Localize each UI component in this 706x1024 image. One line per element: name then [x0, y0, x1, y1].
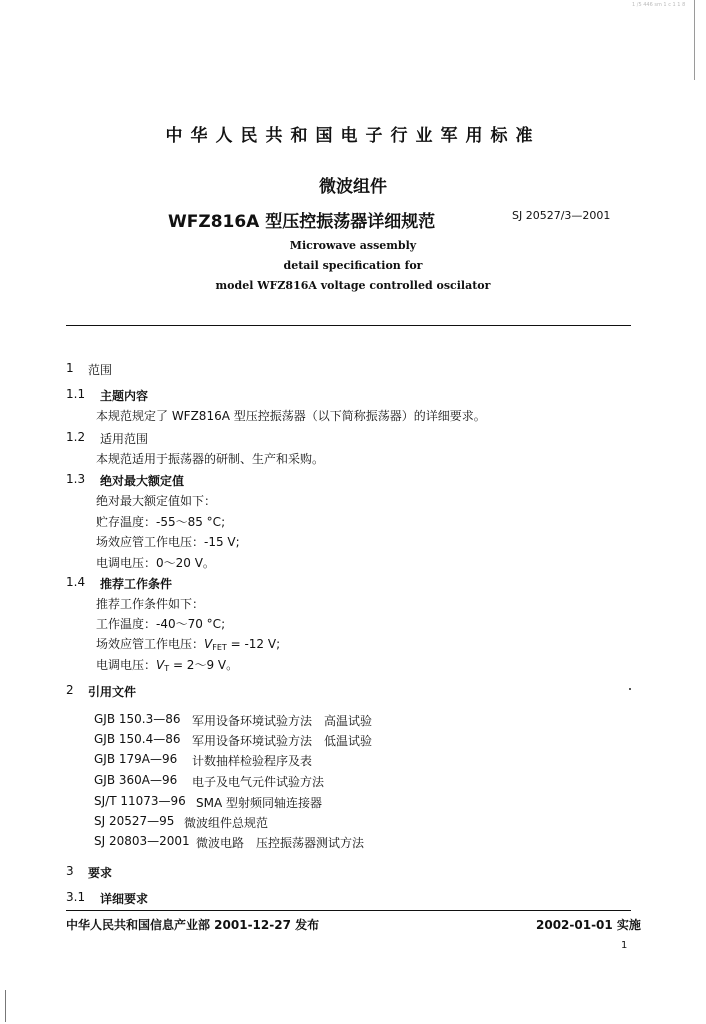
section-1-4-line-fet [96, 635, 280, 652]
reference-name: 军用设备环境试验方法 低温试验 [192, 734, 373, 748]
section-1-1-text: 本规范规定了 WFZ816A 型压控振荡器（以下简称振荡器）的详细要求。 [96, 409, 486, 423]
fet-voltage-subscript: FET [212, 643, 227, 652]
issue-statement: 中华人民共和国信息产业部 2001-12-27 发布 [66, 918, 320, 932]
reference-code: GJB 179A—96 [94, 752, 178, 766]
reference-name: SMA 型射频同轴连接器 [196, 796, 322, 810]
section-1-number: 1 [66, 361, 74, 375]
scan-corner-line [5, 990, 6, 1022]
reference-name: 电子及电气元件试验方法 [192, 775, 325, 789]
section-1-2-title: 适用范围 [100, 432, 149, 446]
reference-code: SJ/T 11073—96 [94, 794, 186, 808]
title-en-line1: Microwave assembly [289, 239, 417, 252]
section-1-3-number: 1.3 [66, 472, 86, 486]
tuning-voltage-subscript: T [164, 664, 170, 673]
section-1-3-line: 电调电压：0～20 V。 [96, 556, 215, 570]
section-1-1-number: 1.1 [66, 387, 86, 401]
section-1-4-line: 推荐工作条件如下： [96, 597, 205, 611]
fet-voltage-label: 场效应管工作电压： [96, 637, 205, 651]
reference-code: SJ 20803—2001 [94, 834, 190, 848]
section-1-3-line: 贮存温度：-55～85 °C; [96, 515, 226, 529]
standard-number: SJ 20527/3—2001 [512, 209, 611, 222]
reference-name: 微波组件总规范 [184, 816, 269, 830]
tuning-voltage-symbol: V [156, 658, 165, 672]
reference-code: GJB 360A—96 [94, 773, 178, 787]
reference-code: GJB 150.3—86 [94, 712, 181, 726]
fet-voltage-value: = -12 V; [226, 637, 281, 651]
section-3-number: 3 [66, 864, 74, 878]
footer-rule [66, 910, 631, 911]
section-2-title: 引用文件 [88, 685, 137, 699]
header-rule [66, 325, 631, 326]
section-3-1-number: 3.1 [66, 890, 86, 904]
section-1-2-text: 本规范适用于振荡器的研制、生产和采购。 [96, 452, 325, 466]
scan-header-mark: 1 /5 446 sm 1 c 1 1 8 [632, 2, 686, 8]
section-1-3-line: 绝对最大额定值如下： [96, 494, 217, 508]
reference-code: SJ 20527—95 [94, 814, 175, 828]
section-2-number: 2 [66, 683, 74, 697]
section-1-4-number: 1.4 [66, 575, 86, 589]
scan-edge-line [694, 0, 695, 80]
reference-name: 计数抽样检验程序及表 [192, 754, 313, 768]
section-1-4-line: 工作温度：-40～70 °C; [96, 617, 226, 631]
section-1-4-line-tuning [96, 656, 238, 673]
tuning-voltage-label: 电调电压： [96, 658, 157, 672]
page-number: 1 [621, 940, 628, 951]
title-cn-line2: WFZ816A 型压控振荡器详细规范 [168, 212, 436, 232]
section-1-4-title: 推荐工作条件 [100, 577, 173, 591]
section-3-title: 要求 [88, 866, 113, 880]
section-1-3-title: 绝对最大额定值 [100, 474, 185, 488]
reference-code: GJB 150.4—86 [94, 732, 181, 746]
reference-name: 军用设备环境试验方法 高温试验 [192, 714, 373, 728]
section-1-3-line: 场效应管工作电压：-15 V; [96, 535, 240, 549]
fet-voltage-symbol: V [204, 637, 213, 651]
standard-category: 中华人民共和国电子行业军用标准 [165, 126, 541, 146]
title-en-line2: detail specification for [283, 259, 423, 272]
section-1-1-title: 主题内容 [100, 389, 149, 403]
scan-speck [629, 688, 631, 690]
tuning-voltage-value: = 2～9 V。 [169, 658, 239, 672]
section-1-title: 范围 [88, 363, 113, 377]
title-cn-line1: 微波组件 [319, 177, 387, 197]
title-en-line3: model WFZ816A voltage controlled oscilator [215, 279, 491, 292]
reference-name: 微波电路 压控振荡器测试方法 [196, 836, 365, 850]
effective-date: 2002-01-01 实施 [536, 918, 641, 932]
section-1-2-number: 1.2 [66, 430, 86, 444]
section-3-1-title: 详细要求 [100, 892, 149, 906]
